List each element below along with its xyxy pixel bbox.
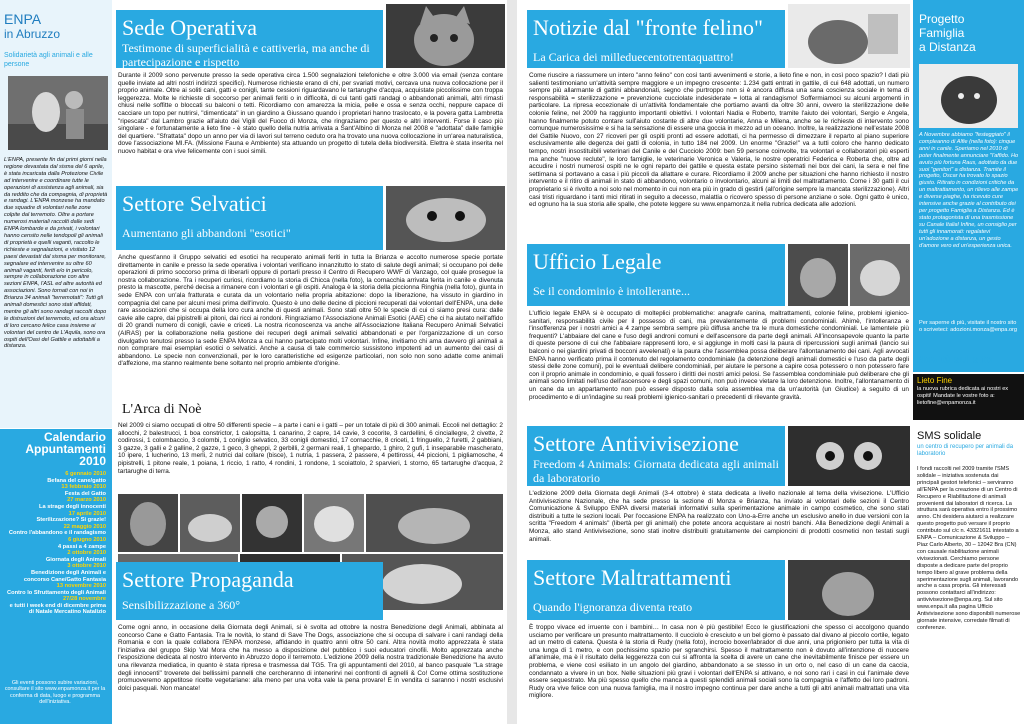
selvatici-title: Settore Selvatici <box>122 191 267 216</box>
maltrattamenti-subtitle: Quando l'ignoranza diventa reato <box>533 600 693 614</box>
calendar-date: 22 maggio 2010 <box>63 523 106 530</box>
antivivisezione-body: L'edizione 2009 della Giornata degli Animali (3-4 ottobre) è stata dedicata a livello nazionale al tema della vivisezione. L'Ufficio Antivivisezione Nazionale, che ha sede presso la sezione di Monza e Brianza, ha inviato ai volontari delle sezioni il Centro Comunicazione & Sviluppo ENPA diversi materiali informativi sulla sperimentazione animale in campo cosmetico, che sono stati distribuiti a tutte le sezioni locali. Per l'occasione ENPA ha realizzato con Uno-a-Erre anche un esclusivo anello in due versioni con la scritta "Freedom 4 animals" (libertà per gli animali) che potete ancora acquistare ai nostri banchi. Alla Benedizione degli Animali a Monza, allo stand Antivivisezione, sono stati inoltre distribuiti gratuitamente dei campioncini di prodotti cosmetici non testati sugli animali. <box>529 490 909 543</box>
dog-photo-legale <box>850 244 910 306</box>
enpa-body: L'ENPA, presente fin dai primi giorni nella regione devastata dal sisma del 6 aprile, è stata incaricata dalla Protezione Civile ad intervenire e coordinare tutte le operazioni di assistenza agli animali, sia da reddito che da compagnia, di proprietà e randagi. L'ENPA monzese ha mandato due squadre di volontari nelle zone colpite dal terremoto. Oltre a portare numerosi materiali raccolti dalle sedi ENPA lombarde e da privati, i volontari hanno censito nelle tendopoli gli animali di proprietà e quelli vaganti, raccolto le richieste e segnalazioni, e visitato 12 paesi devastati dal sisma per monitorare, segnalare ed intervenire su oltre 60 animali vaganti, feriti e/o in pericolo, sempre in collaborazione con altre sezioni ENPA, l'ASL ed altre autorità ed associazioni. Sono tornati con noi in Brianza 34 animali "terremotati": Tutti gli animali domestici sono stati affidati, mentre gli altri sono randagi raccolti dopo le distruzioni del terremoto, ed ora alcuni di loro cercano felice casa insieme ai volontari del centro de L'Aquila, sono ora ospiti dell'Oasi del Gattile e adottabili a distanza. <box>4 157 108 350</box>
calendar-event: Festa del Gatto <box>64 490 106 497</box>
novita-title: Novità sul sito <box>917 354 993 366</box>
progetto-title-2: Famiglia <box>919 26 965 40</box>
calendar-date: 17 aprile 2010 <box>68 510 106 517</box>
propaganda-subtitle: Sensibilizzazione a 360° <box>122 598 241 612</box>
legale-subtitle: Se il condominio è intollerante... <box>533 284 690 298</box>
calendar-title-1: Calendario <box>43 430 106 444</box>
calendar-item <box>4 550 106 563</box>
sede-subtitle: Testimone di superficialità e cattiveria, ma anche di partecipazione e rispetto <box>122 41 370 69</box>
enpa-abruzzo-section <box>0 0 112 428</box>
arca-title: L'Arca di Noè <box>122 402 202 417</box>
calendar-item <box>4 537 106 550</box>
cat-photo-notizie <box>788 4 910 68</box>
animal-photo-2 <box>180 494 240 552</box>
calendar-event: Befana del cane/gatto <box>47 477 106 484</box>
legale-header <box>527 244 785 306</box>
antivivisezione-title: Settore Antivivisezione <box>533 431 739 456</box>
right-page <box>517 0 1024 724</box>
novita-subtitle: Lieto Fine <box>917 376 953 385</box>
animal-photo-5 <box>366 494 503 552</box>
calendar-event: Benedizione degli Animali e concorso Cane/Gatto Fantasia <box>23 569 106 583</box>
calendar-event: Sterilizzazione? Si grazie! <box>36 517 106 524</box>
animal-photo-4 <box>304 494 364 552</box>
cat-photo-sede <box>386 4 505 68</box>
calendar-date: 3 ottobre 2010 <box>67 563 106 570</box>
progetto-section <box>913 0 1024 372</box>
propaganda-body: Come ogni anno, in occasione della Giornata degli Animali, si è svolta ad ottobre la nostra Benedizione degli Animali, abbinata al concorso Cane e Gatto Fantasia. Tra le novità, lo stand di Save The Dogs, associazione che si occupa di salvare i cani randagi della Romania e con la quale collabora l'ENPA monzese, affidando in quattro anni oltre 50 cani. Altra novità molto apprezzata è stata l'iniziativa del gruppo Skip Val Mora che ha messo a disposizione del pubblico i suoi educatori cinofili. Molto apprezzata anche l'esposizione dedicata al nostro intervento in Abruzzo dopo il terremoto. L'edizione 2009 della nostra tradizionale Benedizione ha avuto una rilevanza mediatica, in quanto è stata ripresa e trasmessa dal TG5. Tra gli appuntamenti del 2010, al banco pasquale "La strage degli innocenti" troverete dei bellissimi pannelli che cercheranno di intenerirvi nei confronti di agnelli & Co! Come ottima sostituzione promuoveremo appetitose ricette vegetariane: alla meno per una volta vale la pena provare! E in vendita ci saranno i nostri esclusivi dolci pasquali. Non mancate! <box>118 624 503 692</box>
animal-photo-3 <box>242 494 302 552</box>
cat-photo-legale <box>788 244 848 306</box>
sms-body: I fondi raccolti nel 2009 tramite l'SMS solidale – iniziativa sostenuta dai principali gestori telefonici – serviranno all'ENPA per la creazione di un Centro di Recupero e Riabilitazione di animali provenienti dai laboratori di ricerca. La struttura sarà operativa entro il prossimo anno. Chi desidera aiutarci a realizzare questo progetto può versare il proprio contributo sul c/c n. 43321611 intestato a ENPA – Comunicazione & Sviluppo – Piaz Carlo Alberto, 30 – 12042 Bra (CN) con causale riabilitazione animali vivisezionati. Cerchiamo persone disposte a dedicare parte del proprio tempo libero al grave problema della sperimentazione sugli animali, lavorando anche a casa propria. Gli interessati possono contattarci all'indirizzo: antivivisezione@enpa.org. Sul sito www.enpa.it alla pagina Ufficio Antivivisezione sono disponibili numerose giornate intensive, corredate filmati di conferenze. <box>917 466 1021 631</box>
sms-subtitle: un centro di recupero per animali da laboratorio <box>917 444 1014 457</box>
dog-photo-rudy <box>788 560 910 620</box>
notizie-subtitle: La Carica dei milleduecentotrentaquattro! <box>533 50 734 64</box>
antivivisezione-header <box>527 426 785 486</box>
progetto-body: A Novembre abbiamo "festeggiato" il compleanno di Alfie (nella foto): cinque anni in canile. Speriamo nel 2010 di poter finalmente annunciare "l'affido. Ho avuto più fortuna Raus, adottato da due suoi "genitori" a distanza. Tramite il progetto, Oscar ha trovato lo spazio giusto. Ritirato in condizioni critiche da un maltrattamento, un rilievo alle zampe e diverse piaghe, ha ricevuto cure intensive anche grazie al contributo dei per progetto Famiglia a Distanza. Ed è stato protagonista di una trasmissione su Canale Italia! Infine, un consiglio per tutti gli innamorati: regalatevi un'adozione a distanza, un gesto d'amore vero ed un'esperienza unica. <box>919 132 1019 249</box>
calendar-event: e tutti i week end di dicembre prima di Natale Mercatino Natalizio <box>9 602 106 616</box>
left-page <box>0 0 507 724</box>
calendar-date: 27 marzo 2010 <box>67 497 106 504</box>
sede-title: Sede Operativa <box>122 15 257 40</box>
dog-photo-alfie <box>919 64 1018 128</box>
calendar-date: 6 giugno 2010 <box>68 536 106 543</box>
calendar-date: 6 gennaio 2010 <box>65 471 106 477</box>
selvatici-subtitle: Aumentano gli abbandoni "esotici" <box>122 226 291 240</box>
maltrattamenti-body: È troppo vivace ed irruente con i bambini… In casa non è più gestibile! Ecco le giustificazioni che spesso ci accolgono quando usciamo per verificare un presunto maltrattamento. Il cucciolo è cresciuto e un bel giorno è passato dal divano al piccolo cortile, legato ad un metro di catena. Questa è la storia di Rudy (nella foto), incrocio boxer/labrador di due anni, una prigioniero per tutta la vita di una lunga di 1 metro, e con pochissimo spazio per sgranchirsi. Spesso il maltrattamento non è dovuto all'intenzione di nuocere all'animale, ma è il risultato della leggerezza con cui si affronta la scelta di avere un cane che inevitabilmente finisce per essere un problema, e viene così esiliato in un angolo del giardino, abbandonato a se stesso in un orto o, nel caso di un cane da caccia, condannato a vivere in un box. Nelle situazioni più gravi i volontari dell'ENPA si attivano, e noi sono rari i casi in cui l'animale deve essere sequestrato. Ma più spesso quello che manca a questi splendidi animali sociali sono la compagnia e l'affetto dei loro padroni. Rudy ora vive felice con una nuova famiglia, ma il nostro impegno continua per dare anche a tutti gli altri animali maltrattati una vita migliore. <box>529 624 909 700</box>
enpa-subtitle: in Abruzzo <box>4 27 61 41</box>
novita-body: la nuova rubrica dedicata ai nostri ex ospiti! Mandate le vostre foto a: lietofine@enpamonza.it <box>917 386 1009 406</box>
calendar-date: 13 novembre 2010 <box>56 583 106 590</box>
calendar-event: 4 passi a 4 zampe <box>57 543 106 550</box>
calendar-event: Contro l'abbandono e il randagismo <box>8 530 106 537</box>
calendar-event: Giornata degli Animali <box>45 556 106 563</box>
calendar-item <box>4 563 106 583</box>
legale-body: L'ufficio legale ENPA si è occupato di molteplici problematiche: anagrafe canina, maltrattamenti, colonie feline, problemi igienico-sanitari, responsabilità civile per il possesso di cani, ma prevalentemente di problemi condominiali. Ahimè, l'intolleranza e l'insofferenza per i nostri amici a 4 zampe sembra sempre più diffusa anche tra le mura domestiche condominiali. Le lamentele più frequenti? L'abbaiare del cane e l'uso degli androni comuni e dell'ascensore da parte degli animali. All'inconsapevole quanto la parte di queste persone di cui che l'abbaiare rappresenti loro, e si aggiunge in molti casi la paura di ripercussioni sugli animali (lancio sui balconi o nei giardini privati di bocconi avvelenati) e la paura che l'assemblea possa deliberare l'allontanamento dei cani. Agli avvocati ENPA hanno verificato prima il contenuto del regolamento condominiale (la detenzione degli animali domestici e l'uso da parte degli stessi delle zone comuni), poi le eventuali delibere condominiali, per aiutare le persone a capire cosa potessero o non potessero fare con il proprio animale in condominio, e quali fossero i diritti dei nostri amici pelosi. Se l'assemblea condominiale può deliberare che gli animali sono limitati nell'uso dell'ascensore e degli spazi comuni, non può invece vietare la loro detenzione. Inoltre, l'allontanamento di un cane da un appartamento non può essere disposto dalla sola assemblea ma da un'autorità (un Giudice) a seguito di un procedimento e di un'indagine su reali problemi igienico-sanitari o precedenti di rilevante gravità. <box>529 310 909 401</box>
enpa-tagline: Solidarietà agli animali e alle persone <box>4 52 93 68</box>
maltrattamenti-title: Settore Maltrattamenti <box>533 565 732 590</box>
calendar-date: 27/28 novembre <box>63 596 106 603</box>
calendar-item <box>4 471 106 484</box>
novita-section <box>913 354 1024 420</box>
calendar-title-2: Appuntamenti <box>25 442 106 456</box>
sede-body: Durante il 2009 sono pervenute presso la sede operativa circa 1.500 segnalazioni telefoniche e oltre 3.000 via email (senza contare quelle inviate ad altri nostri indirizzi specifici). Numerose richieste erano di chi, per svariati motivi, cercava una nuova collocazione per il proprio animale. Oltre ai soliti cani, gatti e conigli, tante cessioni riguardavano le tartarughe d'acqua, acquistate piccolissime con troppa leggerezza. Molte le richieste di soccorso per animali feriti o in difficoltà, di cui tanti gatti randagi o abbandonati animali, altri rimasti chiusi nelle soffitte o bloccati su balconi o tetti. Ricordiamo con amarezza la micia, pelle e ossa e senza occhi, neppure capace di cacciare un topo per nutrirsi, "dimenticata" in un giardino a Giussano quando i proprietari hanno traslocato, e la povera gatta Lambretta "ripescata" dal Lambro grazie all'aiuto dei Vigili del Fuoco di Monza, che ringraziamo per questo e altri interventi. Forse il caso più singolare - e fortunatamente a lieto fine - è stato quello della nutria arrivata a Sant'Albino di Monza nel 2008 e "adottata" dalle famiglie del quartiere. "Sfrattata" dopo un anno per via di lavori sul terreno ceduto ora ha trovato una nuova collocazione in un'area naturalistica, dove l'associazione MI.FA. (Missione Fauna e Ambiente) sta attuando un progetto di tutela della biodiversità. Elettra è stata inserita nel nuovo habitat e ora vive felicemente con i suoi simili. <box>118 72 503 155</box>
notizie-title: Notizie dal "fronte felino" <box>533 15 763 40</box>
sms-section <box>913 424 1024 724</box>
abruzzo-photo <box>8 76 108 150</box>
enpa-title: ENPA <box>4 11 42 27</box>
progetto-title-1: Progetto <box>919 12 965 26</box>
calendar-item <box>4 583 106 596</box>
calendar-item <box>4 524 106 537</box>
calendar-item <box>4 511 106 524</box>
calendar-date: 2 ottobre 2010 <box>67 550 106 557</box>
notizie-header <box>527 10 785 68</box>
propaganda-header <box>116 562 383 620</box>
progetto-title-3: a Distanza <box>919 40 976 54</box>
calendar-date: 13 febbraio 2010 <box>61 484 106 491</box>
calendar-item <box>4 497 106 510</box>
legale-title: Ufficio Legale <box>533 249 662 274</box>
animal-photo-1 <box>118 494 178 552</box>
selvatici-header <box>116 186 383 250</box>
animal-photo-lab <box>788 426 910 486</box>
animal-photo-selvatici <box>386 186 505 250</box>
selvatici-body: Anche quest'anno il Gruppo selvatici ed esotici ha recuperato animali feriti in tutta la Brianza e accolto numerose specie portate direttamente in canile e presso la sede operativa i volontari verificano innanzitutto lo stato di salute degli animali; si occupano poi delle operazioni di primo soccorso prima di liberarli oppure di portarli presso il Centro di Recupero WWF di Vanzago, col quale prosegue la nostra collaborazione. Tra i recuperi curiosi, ricordiamo la storia di Chicca (nella foto), la cornacchia arrivata ferita in canile e divenuta presto la mascotte, perché decisa a rimanere con i volontari e gli ospiti. Analoga è la storia della piccionna Ringhia (nella foto), giunta in sede ENPA con un'ala fratturata e curata da un volontario nella propria abitazione: dopo la liberazione, ha vissuto in giardino in compagnia del cane per alcuni mesi prima dell'involo. Questo è uno delle decine di piccioni recuperati dai volontari dell'ENPA, una delle rare associazioni che si occupa della loro cura anche di questi animali. Sono stati oltre 50 le specie di cui ci siamo presi cura: dalle cavie alle capre, dai pipistrelli ai pitoni, dai ricci ai rondoni. Ringraziamo l'Associazione Animali Esotici (AAE) che ci ha aiutato nell'affido di 20 grandi numero di conigli, cavie e criceti. La nostra riconoscenza va anche all'Associazione Italiana Recupero Animali Selvatici (AIRAS) per la collaborazione nella gestione dei recuperi degli animali selvatici abbandonati e per l'organizzazione di un corso divulgativo tenutosi presso la sede ENPA Monza a cui hanno partecipato molti volontari. Infine, invitiamo chi ama davvero gli animali a non comprare mai esemplari esotici o selvatici. Anche a causa di tale commercio sussistono impotenti ad un aumento dei casi di abbandono. Le specie non convenzionali, per le loro caratteristiche ed esigenze particolari, non solo non sono adatte come animali d'affezione, ma stanno realmente bene soltanto nel proprio ambiente d'origine. <box>118 254 503 368</box>
propaganda-title: Settore Propaganda <box>122 567 294 592</box>
calendar-item <box>4 484 106 497</box>
calendar-event: La strage degli innocenti <box>39 503 106 510</box>
progetto-footer: Per saperne di più, visitate il nostro sito o scriveteci: adozioni.monza@enpa.org <box>919 320 1018 333</box>
sms-title: SMS solidale <box>917 430 982 442</box>
calendar-title-3: 2010 <box>79 454 106 468</box>
maltrattamenti-header <box>527 560 785 620</box>
calendar-item <box>4 596 106 616</box>
sede-header <box>116 10 383 68</box>
antivivisezione-subtitle: Freedom 4 Animals: Giornata dedicata agli animali da laboratorio <box>533 457 779 485</box>
calendar-list <box>4 471 106 676</box>
notizie-body: Come riuscire a riassumere un intero "anno felino" con così tanti avvenimenti e storie, a lieto fine e non, in così poco spazio? I dati più salienti testimoniano un'attività sempre maggiore e un impegno crescente: 1.234 gatti entrati in gattile, di cui 648 adottati, un numero sempre più allarmante di gattini abbandonati, segno che purtroppo non si è ancora diffusa una sana coscienza sociale in tema di responsabilità = sterilizzazione = prevenzione cucciolate indesiderate = lotta al randagismo! Soffermiamoci su alcuni argomenti in particolare. La ripresa eccezionale di un'attività fondamentale che portiamo avanti da oltre 30 anni, ovvero la sterilizzazione delle colonie feline, nel 2009 ha raggiunto importanti obiettivi. I volontari Nadia e Roberto, tramite l'aiuto dei volontari, Sergio e Angela, hanno finalmente potuto contare sull'aiuto costante di altre due volontarie, Anna e Milena, anche se le richieste di intervento sono comunque numerosissime e si ha la sensazione di essere una goccia in mezzo ad un oceano. Inoltre, la realizzazione nell'estate 2008 del Gattile Nuovo, con 27 ricoveri per gli ospiti pronti ad essere adottati, ci ha permesso di dimezzare il reparto al piano superiore esclusivamente alle degenza dei gatti di colonia, in tutto 184 nel 2009. Un enorme "Grazie!" va a tutti coloro che hanno dedicato tempo, nostri insostituibili veterinari del Canile e del Cucciolo 2009: ben 59 persone coinvolte, tra volontari e collaboratori più esperti ma anche "nuove reclute", le loro famiglie, le veterinarie Veronica e Valeria, le nostre operatrici Federica e Roberta che, oltre ad accudire i nostri numerosi ospiti ne le ogni reparto dei gattile e questa estate persino sistemati nei box dei cani, la sera e nel fine settimana si portavano a casa i più piccoli da allattare e curare. Ricordiamo il 2009 anche per situazioni che hanno richiesto il nostro intervento e il ritiro di animali in stato di abbandono, volontario o involontario, alcuni ai limiti del maltrattamento. Come i 30 gatti il cui proprietario si è rivolto a noi solo nel momento in cui non era più in grado di gestirli (all'origine sempre la mancata sterilizzazione). Altri casi tristi riguardano i tanti mici ritirati in seguito a decesso, malattia o ricovero spesso di persone anziane o sole. Ogni gatto è unico, ed ognuno ha la sua storia alle spalle, che potete leggere su www.enpamonza.it nella rubrica dedicata alle adozioni. <box>529 72 909 209</box>
calendar-event: Contro lo Sfruttamento degli Animali <box>6 589 106 596</box>
arca-body: Nel 2009 ci siamo occupati di oltre 50 differenti specie – a parte i cani e i gatti – per un totale di più di 300 animali. Eccoli nel dettaglio: 2 allocchi, 2 balestrucci, 1 boa constrictor, 1 calopsitta, 1 canarino, 2 capre, 14 cavie, 3 cocorite, 3 cardellini, 6 cinciallegre, 2 civette, 2 codirossi, 1 colombaccio, 3 colombi, 1 coniglio selvatico, 33 conigli domestici, 17 cornacchie, 8 criceti, 1 fringuello, 2 furetti, 2 gabbiani, 3 gazze, 3 galli e 2 galline, 2 gazze, 1 geco, 3 gheppi, 2 gerbilli, 2 germani reali, 1 ghepardo, 1 ghiro, 2 gufi, 1 inseparabile mascherato, 10 ipere, 1 lucherino, 13 merli, 2 nutrici dal collare (bisce), 1 nutria, 1 passera, 2 passere, 4 pettirossi, 44 piccioni, 1 pigliamosche, 4 pipistrelli, 1 pitone reale, 1 poiana, 1 riccio, 1 ratto, 4 rondini, 1 rondone, 1 scoiattolo, 2 sparvieri, 1 storno, 65 tartarughe d'acqua, 2 tartarughe di terra. <box>118 422 503 475</box>
calendar-section <box>0 429 112 724</box>
calendar-footer: Gli eventi possono subire variazioni, consultare il sito www.enpamonza.it per la conferma di data, luogo e programma dell'iniziativa. <box>4 680 106 706</box>
